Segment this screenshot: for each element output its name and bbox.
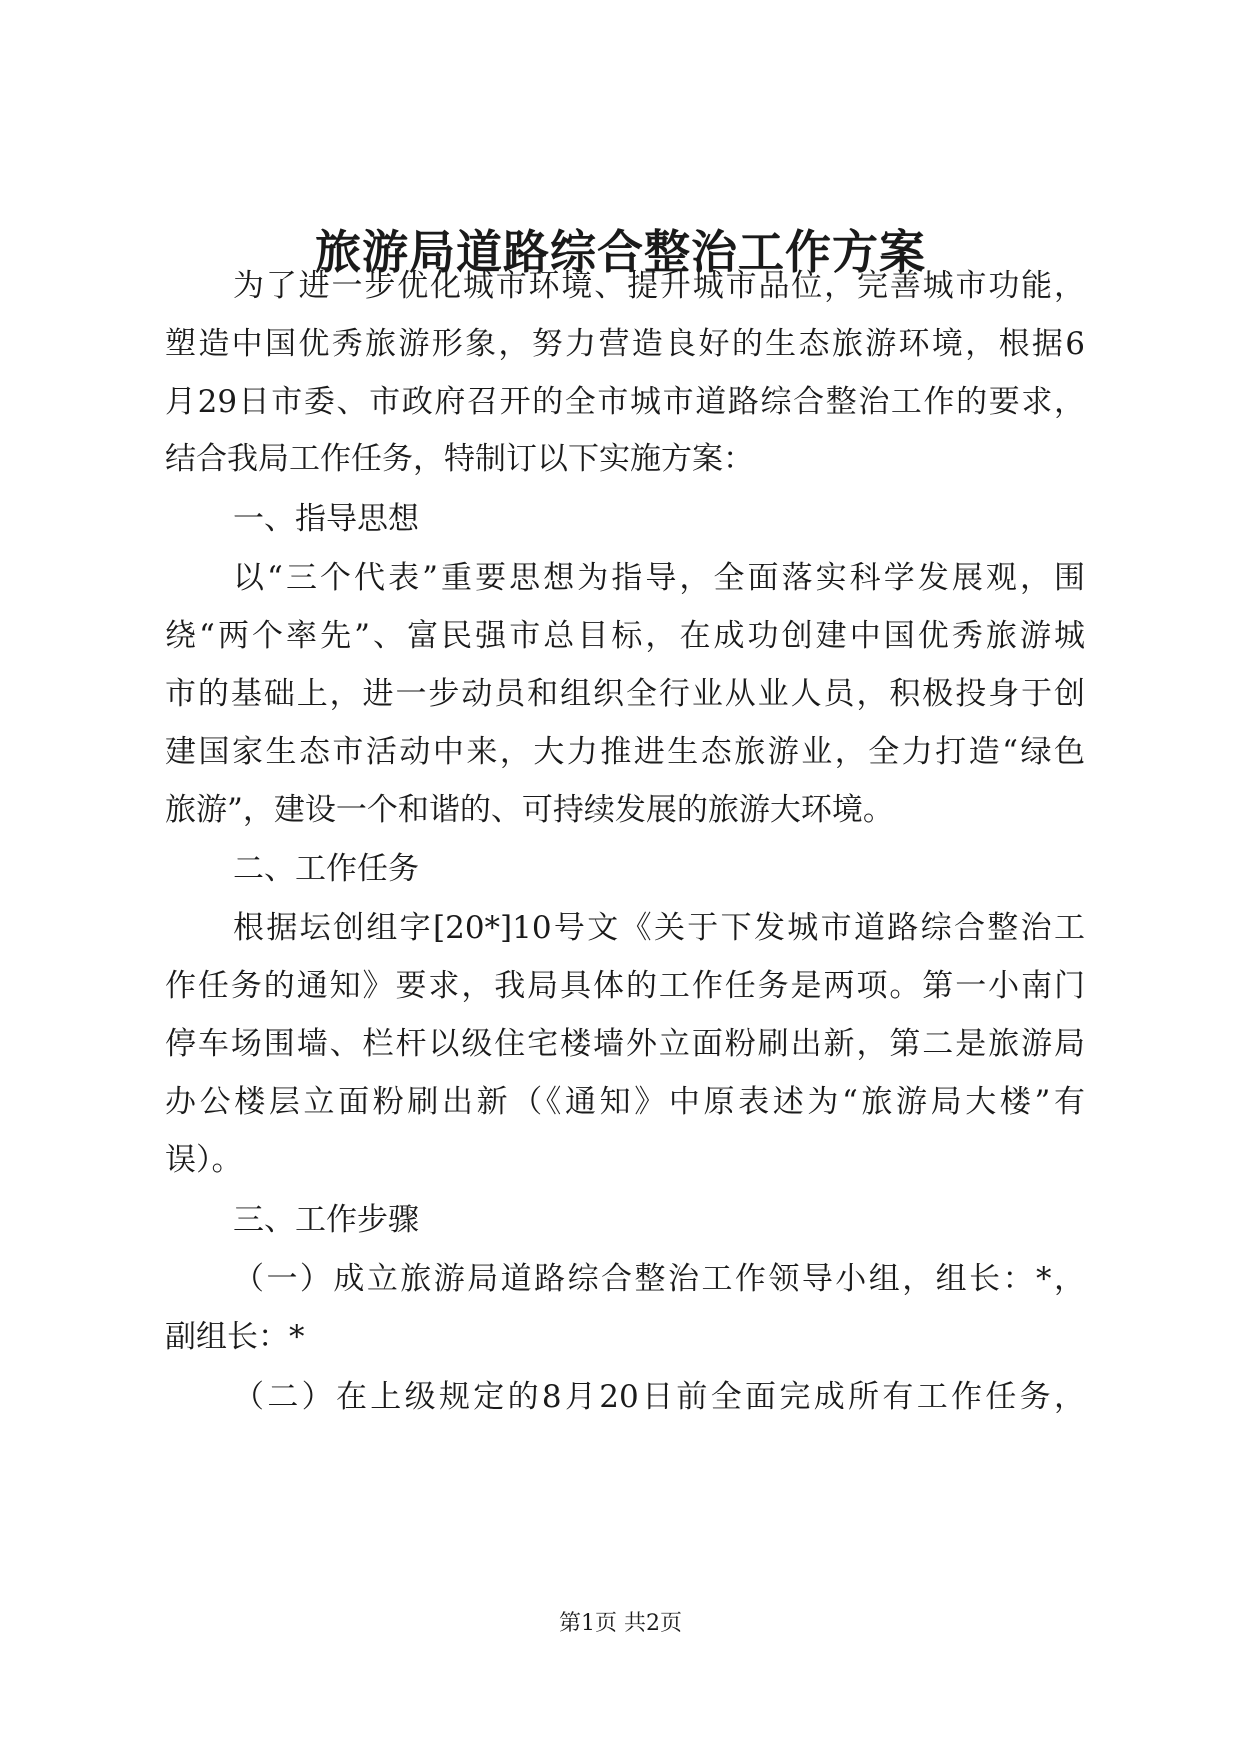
text-line: 建国家生态市活动中来，大力推进生态旅游业，全力打造“绿色 [165, 734, 1085, 770]
text-line: （一）成立旅游局道路综合整治工作领导小组，组长：*， [233, 1261, 1085, 1297]
text-line: 副组长：* [165, 1319, 305, 1355]
text-line: （二）在上级规定的8月20日前全面完成所有工作任务， [233, 1379, 1085, 1415]
text-line: 根据坛创组字[20*]10号文《关于下发城市道路综合整治工 [233, 910, 1085, 946]
text-line: 停车场围墙、栏杆以级住宅楼墙外立面粉刷出新，第二是旅游局 [165, 1026, 1085, 1062]
text-line: 绕“两个率先”、富民强市总目标，在成功创建中国优秀旅游城 [165, 618, 1085, 654]
text-line: 为了进一步优化城市环境、提升城市品位，完善城市功能， [233, 268, 1085, 304]
section-heading: 二、工作任务 [233, 851, 419, 887]
text-line: 月29日市委、市政府召开的全市城市道路综合整治工作的要求， [165, 384, 1085, 420]
text-line: 作任务的通知》要求，我局具体的工作任务是两项。第一小南门 [165, 968, 1085, 1004]
section-heading: 一、指导思想 [233, 501, 419, 537]
text-line: 以“三个代表”重要思想为指导，全面落实科学发展观，围 [233, 560, 1085, 596]
section-heading: 三、工作步骤 [233, 1202, 419, 1238]
text-line: 结合我局工作任务，特制订以下实施方案： [165, 441, 754, 477]
text-line: 市的基础上，进一步动员和组织全行业从业人员，积极投身于创 [165, 676, 1085, 712]
document-title: 旅游局道路综合整治工作方案 [315, 225, 926, 279]
text-line: 办公楼层立面粉刷出新（《通知》中原表述为“旅游局大楼”有 [165, 1084, 1085, 1120]
text-line: 塑造中国优秀旅游形象，努力营造良好的生态旅游环境，根据6 [165, 326, 1085, 362]
text-line: 旅游”，建设一个和谐的、可持续发展的旅游大环境。 [165, 792, 894, 828]
page-number-footer: 第1页 共2页 [559, 1611, 682, 1636]
text-line: 误）。 [165, 1142, 243, 1178]
